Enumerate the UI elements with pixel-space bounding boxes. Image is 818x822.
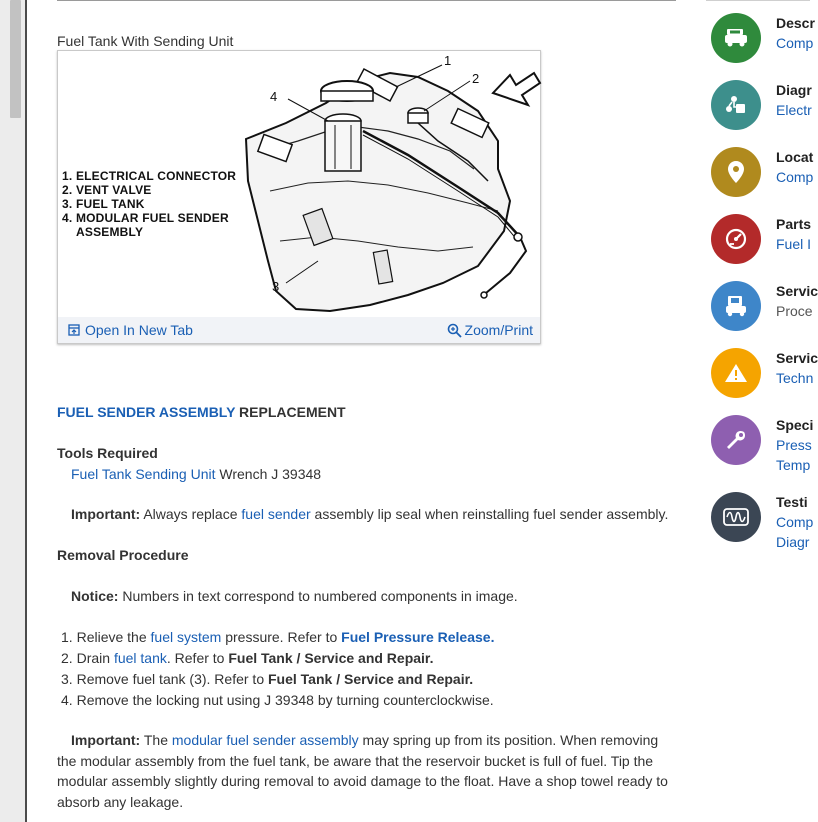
sidebar-item-diagrams[interactable] [711, 80, 810, 140]
sidebar-item-testing[interactable] [711, 492, 814, 562]
legend-line-3: 3. FUEL TANK [62, 197, 145, 211]
open-new-tab-icon [68, 324, 80, 336]
important1-pre: Always replace [140, 506, 242, 522]
important-note-2 [57, 730, 669, 812]
zoom-print-link[interactable] [447, 322, 533, 338]
step-4 [61, 690, 494, 711]
legend-line-5: ASSEMBLY [76, 225, 144, 239]
notice-label: Notice: [71, 588, 119, 604]
car-icon [723, 27, 749, 49]
callout-4: 4 [270, 89, 278, 104]
sidebar-title: Locat [776, 149, 814, 165]
sidebar-title: Speci [776, 417, 814, 433]
fuel-tank-sending-unit-link[interactable]: Fuel Tank Sending Unit [71, 466, 216, 482]
top-divider [57, 0, 676, 1]
sidebar-circle [711, 214, 761, 264]
sidebar-item-locations[interactable] [711, 147, 814, 207]
modular-fuel-sender-assembly-link[interactable]: modular fuel sender assembly [171, 732, 359, 748]
sidebar-item-parts[interactable] [711, 214, 810, 274]
procedure-steps [61, 627, 494, 711]
sidebar-link[interactable]: Comp [776, 35, 814, 51]
step-text: Remove the locking nut using J 39348 by turning counterclockwise. [76, 692, 494, 708]
scrollbar-track[interactable] [0, 0, 25, 822]
sidebar-item-service-procedures[interactable] [711, 281, 818, 341]
step-text: Relieve the [76, 629, 151, 645]
sidebar-circle [711, 147, 761, 197]
legend-line-1: 1. ELECTRICAL CONNECTOR [62, 169, 237, 183]
callout-2: 2 [472, 71, 480, 86]
fuel-sender-assembly-link[interactable]: FUEL SENDER ASSEMBLY [57, 404, 236, 420]
sidebar-link[interactable]: Diagr [776, 534, 810, 550]
sidebar-link[interactable]: Comp [776, 169, 814, 185]
step-number: 1. [61, 629, 73, 645]
tool-rest: Wrench J 39348 [215, 466, 322, 482]
scrollbar-thumb[interactable] [10, 0, 21, 118]
sidebar-title: Parts [776, 216, 812, 232]
open-in-new-tab-link[interactable] [68, 322, 193, 338]
sidebar-circle [711, 348, 761, 398]
step-2 [61, 648, 494, 669]
step-number: 4. [61, 692, 73, 708]
service-procedure-icon [725, 294, 747, 318]
important-label-2: Important: [71, 732, 141, 748]
diagram-icon [724, 94, 748, 116]
step-text: pressure. Refer to [221, 629, 342, 645]
important-note-1 [71, 504, 668, 524]
sidebar [700, 0, 818, 822]
zoom-icon [447, 323, 462, 338]
page-border [25, 0, 27, 822]
wrench-icon [724, 428, 748, 452]
open-in-new-tab-label: Open In New Tab [85, 322, 193, 338]
fuel-system-link[interactable]: fuel system [150, 629, 222, 645]
fuel-sender-link[interactable]: fuel sender [241, 506, 311, 522]
sidebar-title: Diagr [776, 82, 812, 98]
important2-pre: The [140, 732, 172, 748]
important1-post: assembly lip seal when reinstalling fuel sender assembly. [310, 506, 669, 522]
callout-1: 1 [444, 53, 452, 68]
step-text: . Refer to [166, 650, 229, 666]
notice-text: Numbers in text correspond to numbered components in image. [118, 588, 518, 604]
sidebar-circle [711, 415, 761, 465]
sidebar-title: Servic [776, 283, 818, 299]
sidebar-circle [711, 13, 761, 63]
legend-line-2: 2. VENT VALVE [62, 183, 152, 197]
notice-note [71, 586, 518, 606]
important2-post: may spring up from its position. When removing the modular assembly from the fuel tank, be aware that the reservoir bucket is full of fuel. Tip the modular assembly slightly during removal to avoid damage to the float. Have a shop towel ready to absorb any leakage. [57, 732, 668, 810]
step-1 [61, 627, 494, 648]
zoom-print-label: Zoom/Print [464, 322, 533, 338]
sidebar-title: Descr [776, 15, 815, 31]
sidebar-link[interactable]: Techn [776, 370, 814, 386]
sidebar-link[interactable]: Temp [776, 457, 811, 473]
callout-3: 3 [272, 279, 280, 294]
location-pin-icon [727, 160, 745, 184]
figure-toolbar [58, 317, 540, 343]
tools-heading: Tools Required [57, 445, 158, 461]
waveform-icon [723, 507, 749, 527]
step-number: 3. [61, 671, 73, 687]
sidebar-circle [711, 492, 761, 542]
step-text: Drain [76, 650, 114, 666]
important-label-1: Important: [71, 506, 141, 522]
fuel-pressure-release-link[interactable]: Fuel Pressure Release. [341, 629, 495, 645]
fuel-tank-link[interactable]: fuel tank [113, 650, 167, 666]
step-number: 2. [61, 650, 73, 666]
sidebar-circle [711, 80, 761, 130]
sidebar-link[interactable]: Press [776, 437, 812, 453]
figure-card [57, 50, 541, 344]
legend-line-4: 4. MODULAR FUEL SENDER [62, 211, 229, 225]
sidebar-link[interactable]: Comp [776, 514, 814, 530]
section-heading [57, 402, 346, 422]
figure-caption: Fuel Tank With Sending Unit [57, 33, 234, 49]
sidebar-item-service-bulletins[interactable] [711, 348, 818, 408]
tool-line [71, 464, 321, 484]
sidebar-title: Servic [776, 350, 818, 366]
sidebar-item-description[interactable] [711, 13, 815, 73]
step-reference: Fuel Tank / Service and Repair. [268, 671, 474, 687]
heading-rest: REPLACEMENT [235, 404, 346, 420]
sidebar-title: Testi [776, 494, 808, 510]
gauge-icon [724, 227, 748, 251]
step-3 [61, 669, 494, 690]
step-reference: Fuel Tank / Service and Repair. [228, 650, 434, 666]
step-text: Remove fuel tank (3). Refer to [76, 671, 268, 687]
sidebar-subtext: Proce [776, 303, 813, 319]
sidebar-item-specifications[interactable] [711, 415, 814, 485]
sidebar-circle [711, 281, 761, 331]
removal-heading: Removal Procedure [57, 547, 189, 563]
warning-icon [724, 362, 748, 384]
sidebar-link[interactable]: Electr [776, 102, 812, 118]
sidebar-link[interactable]: Fuel I [776, 236, 812, 252]
